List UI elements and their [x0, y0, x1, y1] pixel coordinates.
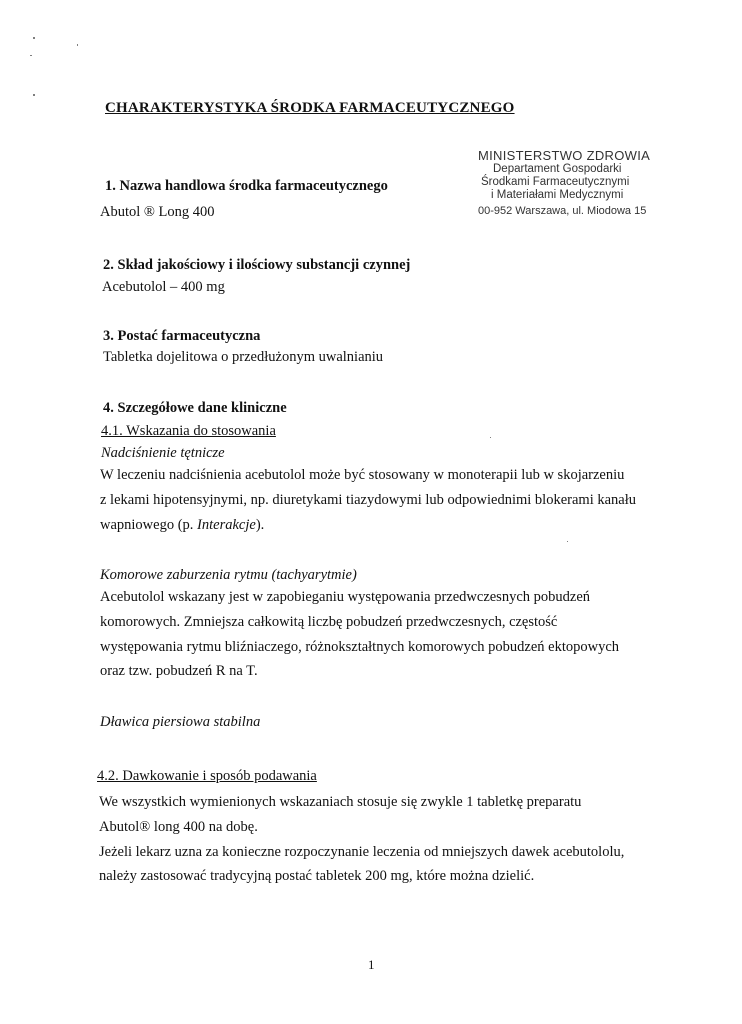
paragraph-line — [100, 515, 264, 535]
scan-speck — [77, 44, 78, 46]
section-4-2-heading: 4.2. Dawkowanie i sposób podawania — [97, 768, 317, 784]
document-title: CHARAKTERYSTYKA ŚRODKA FARMACEUTYCZNEGO — [105, 100, 515, 116]
stamp-line-department: Departament Gospodarki — [493, 163, 622, 175]
indication-arrhythmia-title: Komorowe zaburzenia rytmu (tachyarytmie) — [100, 567, 357, 583]
section-1-heading: 1. Nazwa handlowa środka farmaceutycznego — [105, 178, 388, 194]
paragraph-line: Jeżeli lekarz uzna za konieczne rozpoczynanie leczenia od mniejszych dawek acebutololu, — [99, 844, 625, 860]
paragraph-line: z lekami hipotensyjnymi, np. diuretykami tiazydowymi lub odpowiednimi blokerami kanału — [100, 492, 636, 508]
active-substance: Acebutolol – 400 mg — [102, 279, 225, 295]
scan-speck — [33, 37, 35, 39]
indication-hypertension-title: Nadciśnienie tętnicze — [101, 445, 225, 461]
stamp-line-address: 00-952 Warszawa, ul. Miodowa 15 — [478, 205, 647, 217]
stamp-line-ministry: MINISTERSTWO ZDROWIA — [478, 148, 651, 163]
text-segment: wapniowego (p. — [100, 517, 198, 533]
paragraph-line: należy zastosować tradycyjną postać tabletek 200 mg, które można dzielić. — [99, 868, 535, 884]
scan-speck — [567, 541, 568, 542]
section-4-heading: 4. Szczegółowe dane kliniczne — [103, 400, 287, 416]
stamp-line-substances: Środkami Farmaceutycznymi — [481, 176, 630, 188]
stamp-line-materials: i Materiałami Medycznymi — [491, 189, 624, 201]
paragraph-line: oraz tzw. pobudzeń R na T. — [100, 663, 258, 679]
paragraph-line: komorowych. Zmniejsza całkowitą liczbę pobudzeń przedwczesnych, częstość — [100, 614, 558, 630]
pharmaceutical-form: Tabletka dojelitowa o przedłużonym uwalnianiu — [103, 349, 384, 365]
indication-angina-title: Dławica piersiowa stabilna — [100, 714, 261, 730]
paragraph-line: We wszystkich wymienionych wskazaniach stosuje się zwykle 1 tabletkę preparatu — [99, 794, 582, 810]
page-number: 1 — [368, 957, 375, 972]
scan-speck — [33, 94, 35, 96]
interactions-reference: Interakcje — [197, 517, 256, 533]
section-4-1-heading: 4.1. Wskazania do stosowania — [101, 423, 276, 439]
paragraph-line: Abutol® long 400 na dobę. — [99, 819, 258, 835]
section-3-heading: 3. Postać farmaceutyczna — [103, 328, 261, 344]
scan-speck — [490, 437, 491, 438]
paragraph-line: W leczeniu nadciśnienia acebutolol może być stosowany w monoterapii lub w skojarzeniu — [100, 467, 625, 483]
trade-name: Abutol ® Long 400 — [100, 204, 215, 220]
paragraph-line: Acebutolol wskazany jest w zapobieganiu występowania przedwczesnych pobudzeń — [100, 589, 591, 605]
paragraph-line: występowania rytmu bliźniaczego, różnokształtnych komorowych pobudzeń ektopowych — [100, 639, 620, 655]
text-segment: ). — [255, 517, 265, 533]
section-2-heading: 2. Skład jakościowy i ilościowy substancji czynnej — [103, 257, 411, 273]
scan-speck — [30, 55, 32, 56]
